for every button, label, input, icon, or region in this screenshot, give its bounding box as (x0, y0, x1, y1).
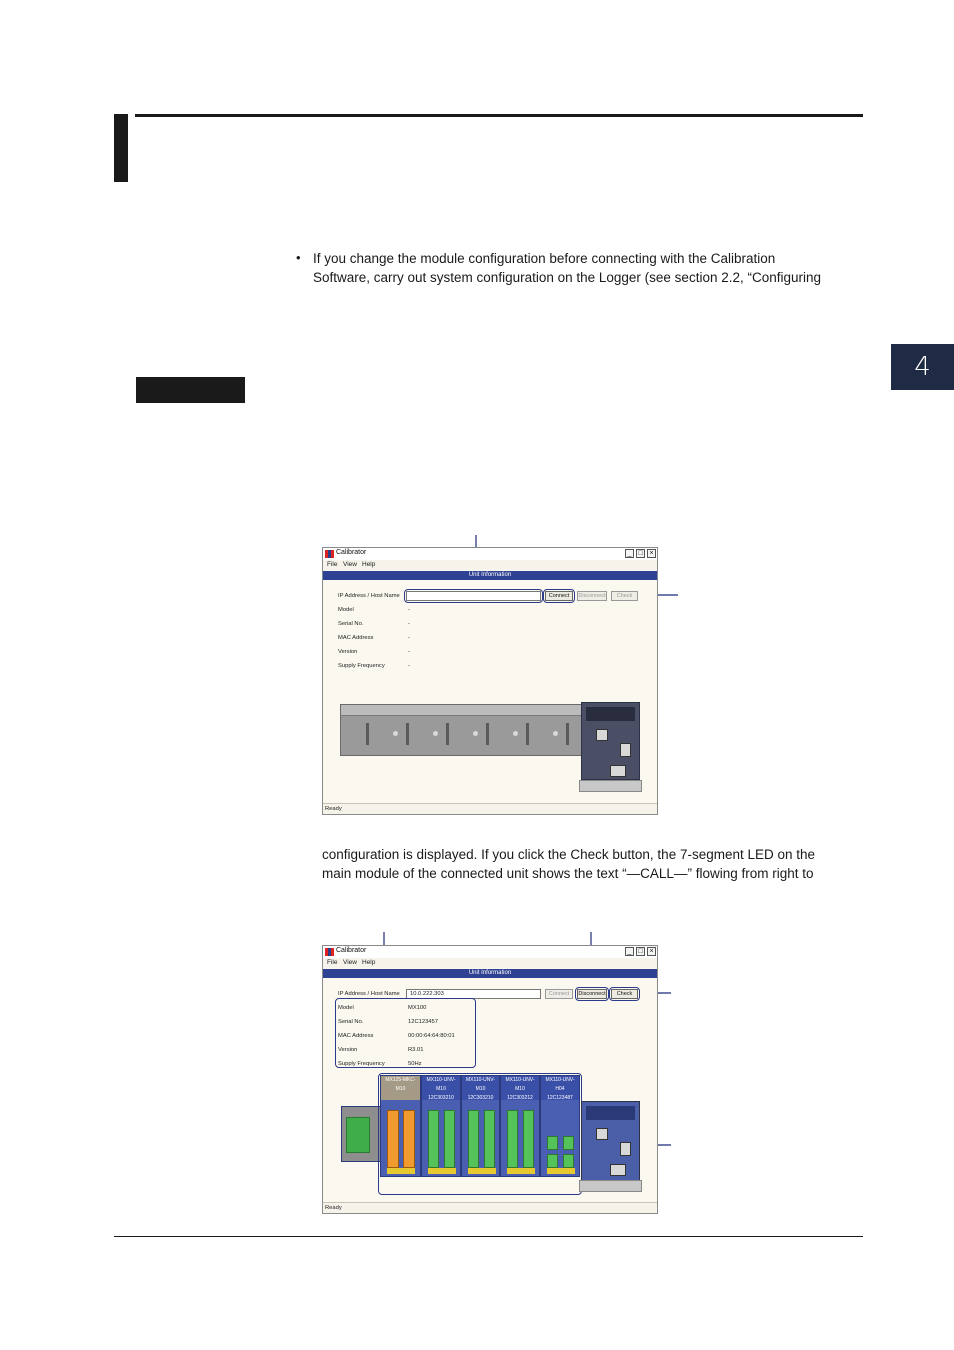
disconnect-button[interactable]: Disconnect (578, 991, 606, 997)
bullet-text-line2: Software, carry out system configuration on the Logger (see section 2.2, “Configuring (313, 270, 822, 285)
menu-bar (323, 560, 657, 570)
bullet-symbol: • (296, 250, 301, 265)
menu-view[interactable]: View (343, 959, 357, 966)
label-ip-address: IP Address / Host Name (338, 991, 400, 997)
unit-information-header: Unit Information (323, 571, 657, 580)
menu-help[interactable]: Help (362, 959, 376, 966)
module-serial: 12C303212 (507, 1095, 533, 1101)
module-name: MX125-MKC-M10 (385, 1077, 416, 1092)
status-bar: Ready (323, 1202, 657, 1213)
app-logo-icon (325, 948, 334, 956)
module-name: MX110-UNV-M10 (505, 1077, 535, 1092)
seven-segment-led (620, 1142, 631, 1156)
minimize-icon[interactable]: _ (625, 947, 634, 956)
label-supply-frequency: Supply Frequency (338, 1061, 385, 1067)
label-model: Model (338, 607, 354, 613)
main-module-image (581, 702, 640, 780)
value-version: R3.01 (408, 1047, 424, 1053)
chapter-number: 4 (914, 352, 931, 382)
minimize-icon[interactable]: _ (625, 549, 634, 558)
value-version: - (408, 649, 410, 655)
connect-highlight (543, 589, 575, 603)
title-bar (323, 548, 657, 560)
label-serial: Serial No. (338, 621, 364, 627)
connect-button[interactable]: Connect (545, 591, 573, 601)
label-version: Version (338, 1047, 358, 1053)
empty-base-plate (340, 704, 588, 756)
module-serial: 12C303210 (467, 1095, 494, 1101)
main-module-image (581, 1101, 640, 1181)
unit-information-header: Unit Information (323, 969, 657, 978)
module-name: MX110-UNV-M10 (426, 1077, 456, 1092)
app-logo-icon (325, 550, 334, 558)
main-module-feet (579, 1180, 642, 1192)
main-module-feet (579, 780, 642, 792)
value-mac: 00:00:64:64:80:01 (408, 1033, 455, 1039)
menu-file[interactable]: File (327, 561, 338, 568)
menu-file[interactable]: File (327, 959, 338, 966)
status-bar: Ready (323, 803, 657, 814)
title-bar (323, 946, 657, 958)
close-icon[interactable]: × (647, 947, 656, 956)
label-serial: Serial No. (338, 1019, 364, 1025)
label-model: Model (338, 1005, 354, 1011)
bullet-text-line1: If you change the module configuration before connecting with the Calibration (313, 251, 776, 266)
paragraph-line2: main module of the connected unit shows the text “—CALL—” flowing from right to (322, 866, 814, 881)
module-name: MX110-UNV-M10 (465, 1077, 496, 1092)
check-button[interactable]: Check (611, 591, 638, 601)
menu-help[interactable]: Help (362, 561, 376, 568)
window-title: Calibrator (336, 947, 367, 954)
label-mac: MAC Address (338, 635, 374, 641)
disconnect-button[interactable]: Disconnect (578, 593, 606, 599)
label-mac: MAC Address (338, 1033, 374, 1039)
end-plate (341, 1106, 381, 1162)
value-supply-frequency: 50Hz (408, 1061, 422, 1067)
label-version: Version (338, 649, 358, 655)
calibrator-window-disconnected (322, 547, 658, 815)
close-icon[interactable]: × (647, 549, 656, 558)
value-supply-frequency: - (408, 663, 410, 669)
paragraph-line1: configuration is displayed. If you click the Check button, the 7-segment LED on the (322, 847, 816, 862)
menu-view[interactable]: View (343, 561, 357, 568)
label-ip-address: IP Address / Host Name (338, 593, 400, 599)
ip-field-highlight (404, 589, 543, 603)
value-model: - (408, 607, 410, 613)
ip-address-input[interactable]: 10.0.222.303 (406, 989, 541, 999)
maximize-icon[interactable]: □ (636, 947, 645, 956)
value-serial: 12C123457 (408, 1019, 438, 1025)
module-serial: 12C123487 (547, 1095, 573, 1101)
value-model: MX100 (408, 1005, 427, 1011)
footer-rule (114, 1236, 863, 1237)
module-name: MX110-UNV-H04 (545, 1077, 575, 1092)
calibrator-window-connected (322, 945, 658, 1214)
window-title: Calibrator (336, 549, 367, 556)
check-highlight (609, 987, 640, 1001)
value-mac: - (408, 635, 410, 641)
maximize-icon[interactable]: □ (636, 549, 645, 558)
label-supply-frequency: Supply Frequency (338, 663, 385, 669)
value-serial: - (408, 621, 410, 627)
menu-bar (323, 958, 657, 968)
connect-button[interactable]: Connect (545, 989, 573, 999)
disconnect-highlight (575, 987, 609, 1001)
modules-highlight (378, 1073, 582, 1195)
check-button[interactable]: Check (611, 989, 638, 999)
module-serial: 12C303210 (428, 1095, 454, 1101)
